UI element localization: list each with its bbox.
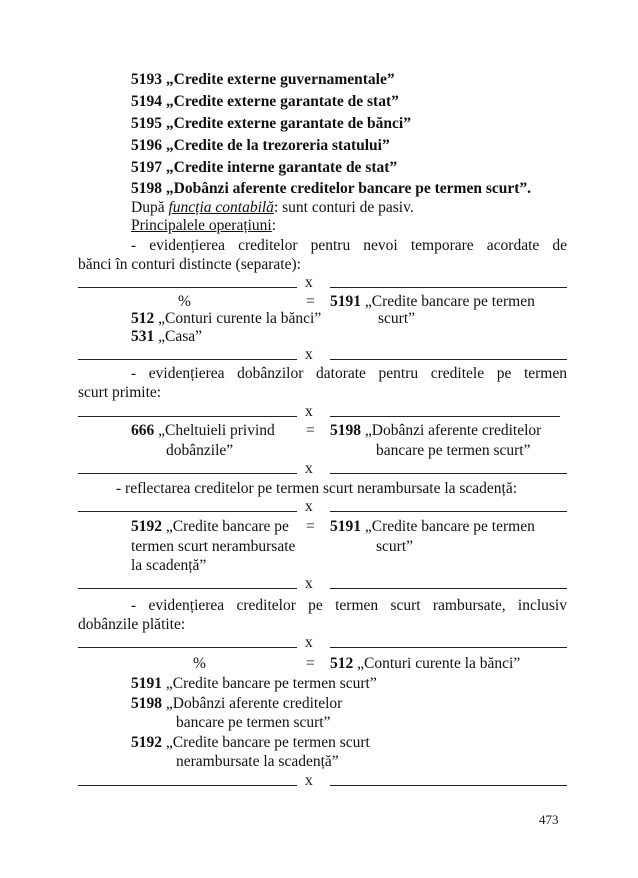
heading-5196: 5196 „Credite de la trezoreria statului”	[131, 137, 390, 154]
equals-sign: =	[306, 293, 315, 310]
op3-text-line1: - reflectarea creditelor pe termen scurt nerambursate la scadență:	[116, 480, 518, 497]
percent-symbol: %	[193, 655, 206, 672]
op1-credit-account-cont: scurt”	[378, 310, 416, 327]
op2-debit-account: 666 „Cheltuieli privind	[131, 422, 275, 439]
op2-text-line2: scurt primite:	[78, 384, 162, 401]
op1-credit-account: 5191 „Credite bancare pe termen	[330, 293, 535, 310]
page-number: 473	[539, 812, 559, 827]
accounting-function-term: funcția contabilă	[168, 199, 274, 216]
op4-debit-account-5192-cont: nerambursate la scadență”	[176, 753, 339, 770]
op2-debit-account-cont: dobânzile”	[166, 442, 234, 459]
heading-5198: 5198 „Dobânzi aferente creditelor bancare pe termen scurt”.	[131, 180, 532, 197]
heading-5193: 5193 „Credite externe guvernamentale”	[131, 71, 395, 88]
op3-credit-account-cont: scurt”	[376, 538, 414, 555]
journal-rule: x	[78, 633, 567, 652]
journal-rule: x	[78, 402, 567, 421]
main-operations-heading: Principalele operațiuni:	[131, 217, 277, 234]
op4-text-line2: dobânzile plătite:	[78, 616, 186, 633]
journal-rule: x	[78, 574, 567, 593]
op2-credit-account: 5198 „Dobânzi aferente creditelor	[330, 422, 542, 439]
op3-credit-account: 5191 „Credite bancare pe termen	[330, 518, 535, 535]
op4-debit-account-5198: 5198 „Dobânzi aferente creditelor	[131, 695, 343, 712]
heading-5194: 5194 „Credite externe garantate de stat”	[131, 93, 399, 110]
op4-debit-account-5191: 5191 „Credite bancare pe termen scurt”	[131, 675, 377, 692]
journal-rule: x	[78, 345, 567, 364]
op1-text-line1: - evidențierea creditelor pentru nevoi temporare acordate de	[131, 237, 567, 254]
equals-sign: =	[306, 518, 315, 535]
journal-rule: x	[78, 771, 567, 790]
heading-5197: 5197 „Credite interne garantate de stat”	[131, 159, 398, 176]
equals-sign: =	[306, 422, 315, 439]
op4-credit-account: 512 „Conturi curente la bănci”	[330, 655, 521, 672]
percent-symbol: %	[178, 293, 191, 310]
heading-5195: 5195 „Credite externe garantate de bănci”	[131, 115, 411, 132]
op4-text-line1: - evidențierea creditelor pe termen scurt rambursate, inclusiv	[131, 597, 567, 614]
accounting-function-line: După funcția contabilă: sunt conturi de pasiv.	[131, 199, 414, 216]
op3-debit-account-cont2: la scadență”	[131, 557, 207, 574]
op1-debit-account-512: 512 „Conturi curente la bănci”	[131, 310, 322, 327]
op1-debit-account-531: 531 „Casa”	[131, 328, 203, 345]
op4-debit-account-5198-cont: bancare pe termen scurt”	[176, 714, 331, 731]
op2-text-line1: - evidențierea dobânzilor datorate pentru creditele pe termen	[131, 365, 567, 382]
op3-debit-account-cont1: termen scurt nerambursate	[131, 538, 296, 555]
op1-text-line2: bănci în conturi distincte (separate):	[78, 256, 301, 273]
op2-credit-account-cont: bancare pe termen scurt”	[376, 442, 531, 459]
journal-rule: x	[78, 497, 567, 516]
op3-debit-account: 5192 „Credite bancare pe	[131, 518, 289, 535]
equals-sign: =	[306, 655, 315, 672]
journal-rule: x	[78, 459, 567, 478]
op4-debit-account-5192: 5192 „Credite bancare pe termen scurt	[131, 734, 370, 751]
journal-rule: x	[78, 273, 567, 292]
